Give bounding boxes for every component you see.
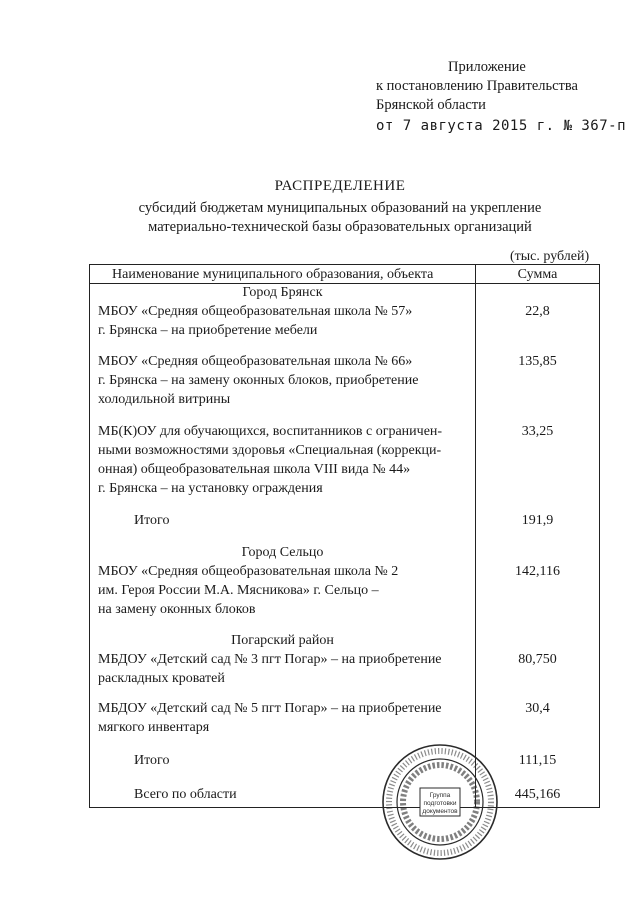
row-school-44-line-3: онная) общеобразовательная школа VIII вида № 44» (98, 462, 411, 477)
row-school-44 (98, 422, 470, 498)
total-bryansk-label: Итого (134, 513, 170, 528)
total-pogar-sum: 111,15 (518, 753, 557, 768)
subtitle-line-2: материально-технической базы образовательных организаций (148, 219, 532, 235)
seal-text-2: подготовки (423, 800, 457, 807)
row-school-66-sum: 135,85 (518, 354, 557, 369)
row-kindergarten-3-line-1: МБДОУ «Детский сад № 3 пгт Погар» – на приобретение (98, 652, 442, 667)
row-kindergarten-3-line-2: раскладных кроватей (98, 671, 225, 686)
row-school-57-line-1: МБОУ «Средняя общеобразовательная школа № 57» (98, 304, 413, 319)
group-seltso: Город Сельцо (241, 545, 324, 560)
appendix-line-2: к постановлению Правительства (376, 78, 578, 94)
seal-text-1: Группа (429, 792, 451, 799)
appendix-block (376, 58, 626, 136)
grand-total-label: Всего по области (134, 787, 237, 802)
row-kindergarten-5 (98, 699, 470, 737)
row-school-44-line-1: МБ(К)ОУ для обучающихся, воспитанников с ограничен- (98, 424, 443, 439)
total-bryansk-sum: 191,9 (521, 513, 554, 528)
row-school-66-line-2: г. Брянска – на замену оконных блоков, приобретение (98, 373, 419, 388)
appendix-line-1: Приложение (448, 59, 526, 75)
row-seltso-school-2-line-3: на замену оконных блоков (98, 602, 256, 617)
document-subtitle (60, 199, 620, 237)
official-seal-stamp (380, 742, 500, 862)
total-pogar-label: Итого (134, 753, 170, 768)
row-kindergarten-3 (98, 650, 470, 688)
group-pogar: Погарский район (231, 633, 334, 648)
row-seltso-school-2-line-1: МБОУ «Средняя общеобразовательная школа № 2 (98, 564, 399, 579)
row-seltso-school-2-sum: 142,116 (515, 564, 560, 579)
appendix-signature: от 7 августа 2015 г. № 367-п (376, 118, 627, 134)
seal-text-3: документов (422, 808, 458, 815)
row-school-66 (98, 352, 470, 409)
grand-total-sum: 445,166 (514, 787, 561, 802)
row-school-66-line-3: холодильной витрины (98, 392, 231, 407)
units-label: (тыс. рублей) (510, 249, 590, 264)
row-kindergarten-5-line-2: мягкого инвентаря (98, 720, 210, 735)
group-bryansk: Город Брянск (242, 285, 323, 300)
row-school-44-line-2: ными возможностями здоровья «Специальная (коррекци- (98, 443, 442, 458)
row-kindergarten-3-sum: 80,750 (518, 652, 557, 667)
header-sum: Сумма (517, 267, 558, 282)
row-school-57-line-2: г. Брянска – на приобретение мебели (98, 323, 318, 338)
row-school-66-line-1: МБОУ «Средняя общеобразовательная школа № 66» (98, 354, 413, 369)
row-seltso-school-2 (98, 562, 470, 619)
row-school-44-line-4: г. Брянска – на установку ограждения (98, 481, 323, 496)
row-school-57 (98, 302, 470, 340)
row-seltso-school-2-line-2: им. Героя России М.А. Мясникова» г. Сельцо – (98, 583, 379, 598)
appendix-line-3: Брянской области (376, 97, 486, 113)
distribution-table (89, 264, 600, 808)
subtitle-line-1: субсидий бюджетам муниципальных образований на укрепление (138, 200, 542, 216)
header-name: Наименование муниципального образования, объекта (112, 267, 434, 282)
row-kindergarten-5-sum: 30,4 (525, 701, 550, 716)
column-divider (475, 265, 476, 807)
document-title: РАСПРЕДЕЛЕНИЕ (274, 178, 406, 194)
row-school-57-sum: 22,8 (525, 304, 550, 319)
row-kindergarten-5-line-1: МБДОУ «Детский сад № 5 пгт Погар» – на приобретение (98, 701, 442, 716)
row-school-44-sum: 33,25 (521, 424, 554, 439)
